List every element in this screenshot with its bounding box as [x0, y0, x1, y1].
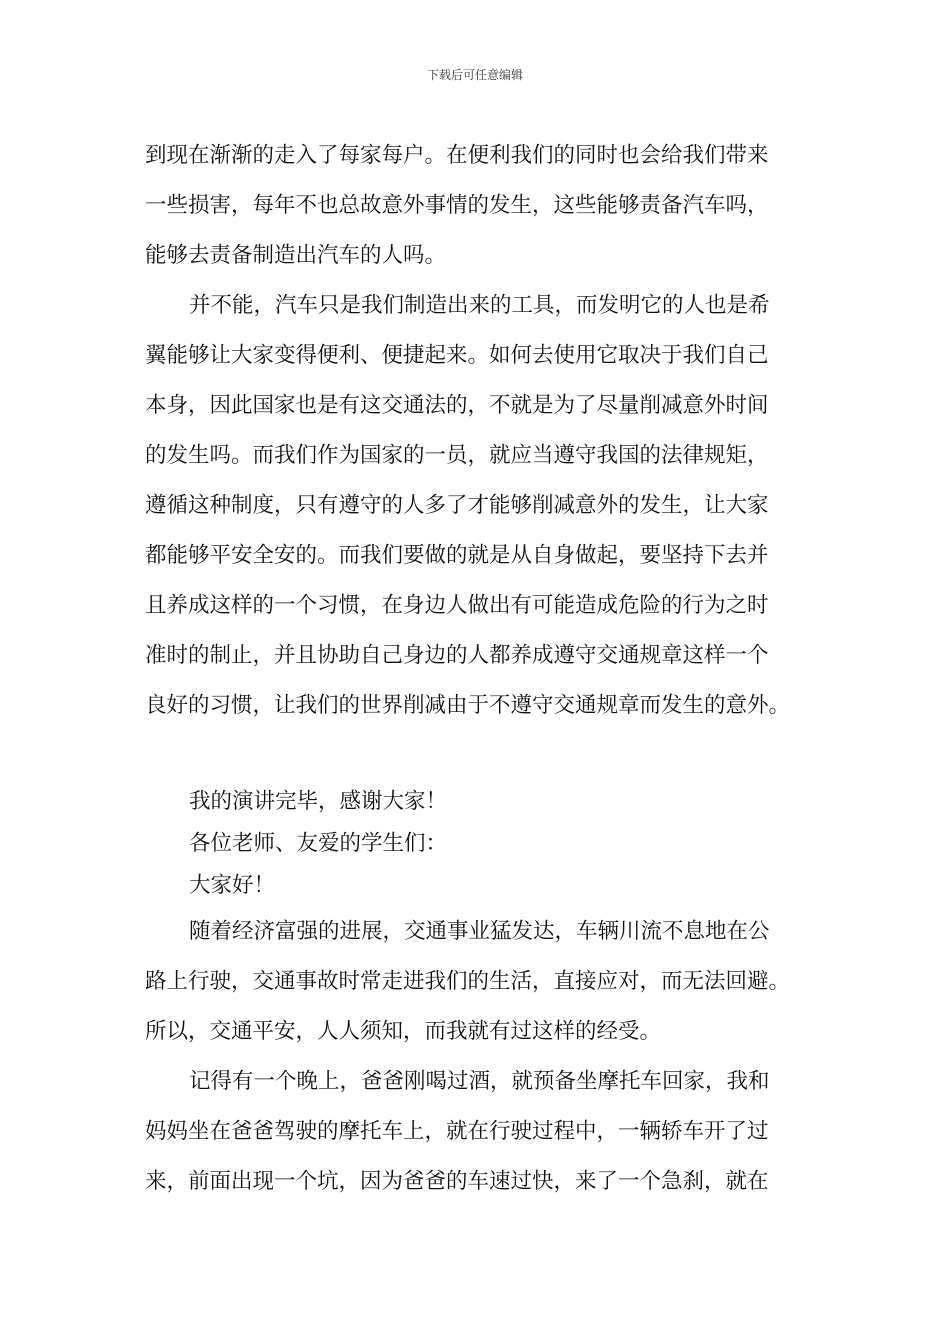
text-line: 所以，交通平安，人人须知，而我就有过这样的经受。	[145, 1019, 662, 1044]
text-line: 路上行驶，交通事故时常走进我们的生活，直接应对，而无法回避。	[145, 969, 791, 994]
text-line: 的发生吗。而我们作为国家的一员，就应当遵守我国的法律规矩，	[145, 443, 769, 468]
text-line: 随着经济富强的进展，交通事业猛发达，车辆川流不息地在公	[189, 919, 770, 944]
text-line: 来，前面出现一个坑，因为爸爸的车速过快，来了一个急刹，就在	[145, 1169, 769, 1194]
document-body	[145, 131, 810, 1207]
paragraph	[145, 823, 810, 865]
text-line: 一些损害，每年不也总故意外事情的发生，这些能够责备汽车吗，	[145, 193, 769, 218]
paragraph	[145, 131, 810, 281]
text-line: 各位老师、友爱的学生们：	[189, 831, 448, 856]
paragraph	[145, 907, 810, 1057]
text-line: 到现在渐渐的走入了每家每户。在便利我们的同时也会给我们带来	[145, 143, 769, 168]
text-line: 都能够平安全安的。而我们要做的就是从自身做起，要坚持下去并	[145, 543, 769, 568]
paragraph	[145, 865, 810, 907]
paragraph	[145, 781, 810, 823]
text-line: 准时的制止，并且协助自己身边的人都养成遵守交通规章这样一个	[145, 643, 769, 668]
paragraph	[145, 281, 810, 731]
text-line: 翼能够让大家变得便利、便捷起来。如何去使用它取决于我们自己	[145, 343, 769, 368]
blank-line	[145, 731, 810, 781]
text-line: 本身，因此国家也是有这交通法的，不就是为了尽量削减意外时间	[145, 393, 769, 418]
text-line: 能够去责备制造出汽车的人吗。	[145, 243, 447, 268]
text-line: 并不能，汽车只是我们制造出来的工具，而发明它的人也是希	[189, 293, 770, 318]
text-line: 且养成这样的一个习惯，在身边人做出有可能造成危险的行为之时	[145, 593, 769, 618]
text-line: 妈妈坐在爸爸驾驶的摩托车上，就在行驶过程中，一辆轿车开了过	[145, 1119, 769, 1144]
text-line: 良好的习惯，让我们的世界削减由于不遵守交通规章而发生的意外。	[145, 693, 791, 718]
text-line: 遵循这种制度，只有遵守的人多了才能够削减意外的发生，让大家	[145, 493, 769, 518]
text-line: 我的演讲完毕，感谢大家！	[189, 789, 448, 814]
page-header: 下载后可任意编辑	[426, 68, 523, 82]
paragraph	[145, 1057, 810, 1207]
text-line: 大家好！	[189, 873, 276, 898]
text-line: 记得有一个晚上，爸爸刚喝过酒，就预备坐摩托车回家，我和	[189, 1069, 770, 1094]
